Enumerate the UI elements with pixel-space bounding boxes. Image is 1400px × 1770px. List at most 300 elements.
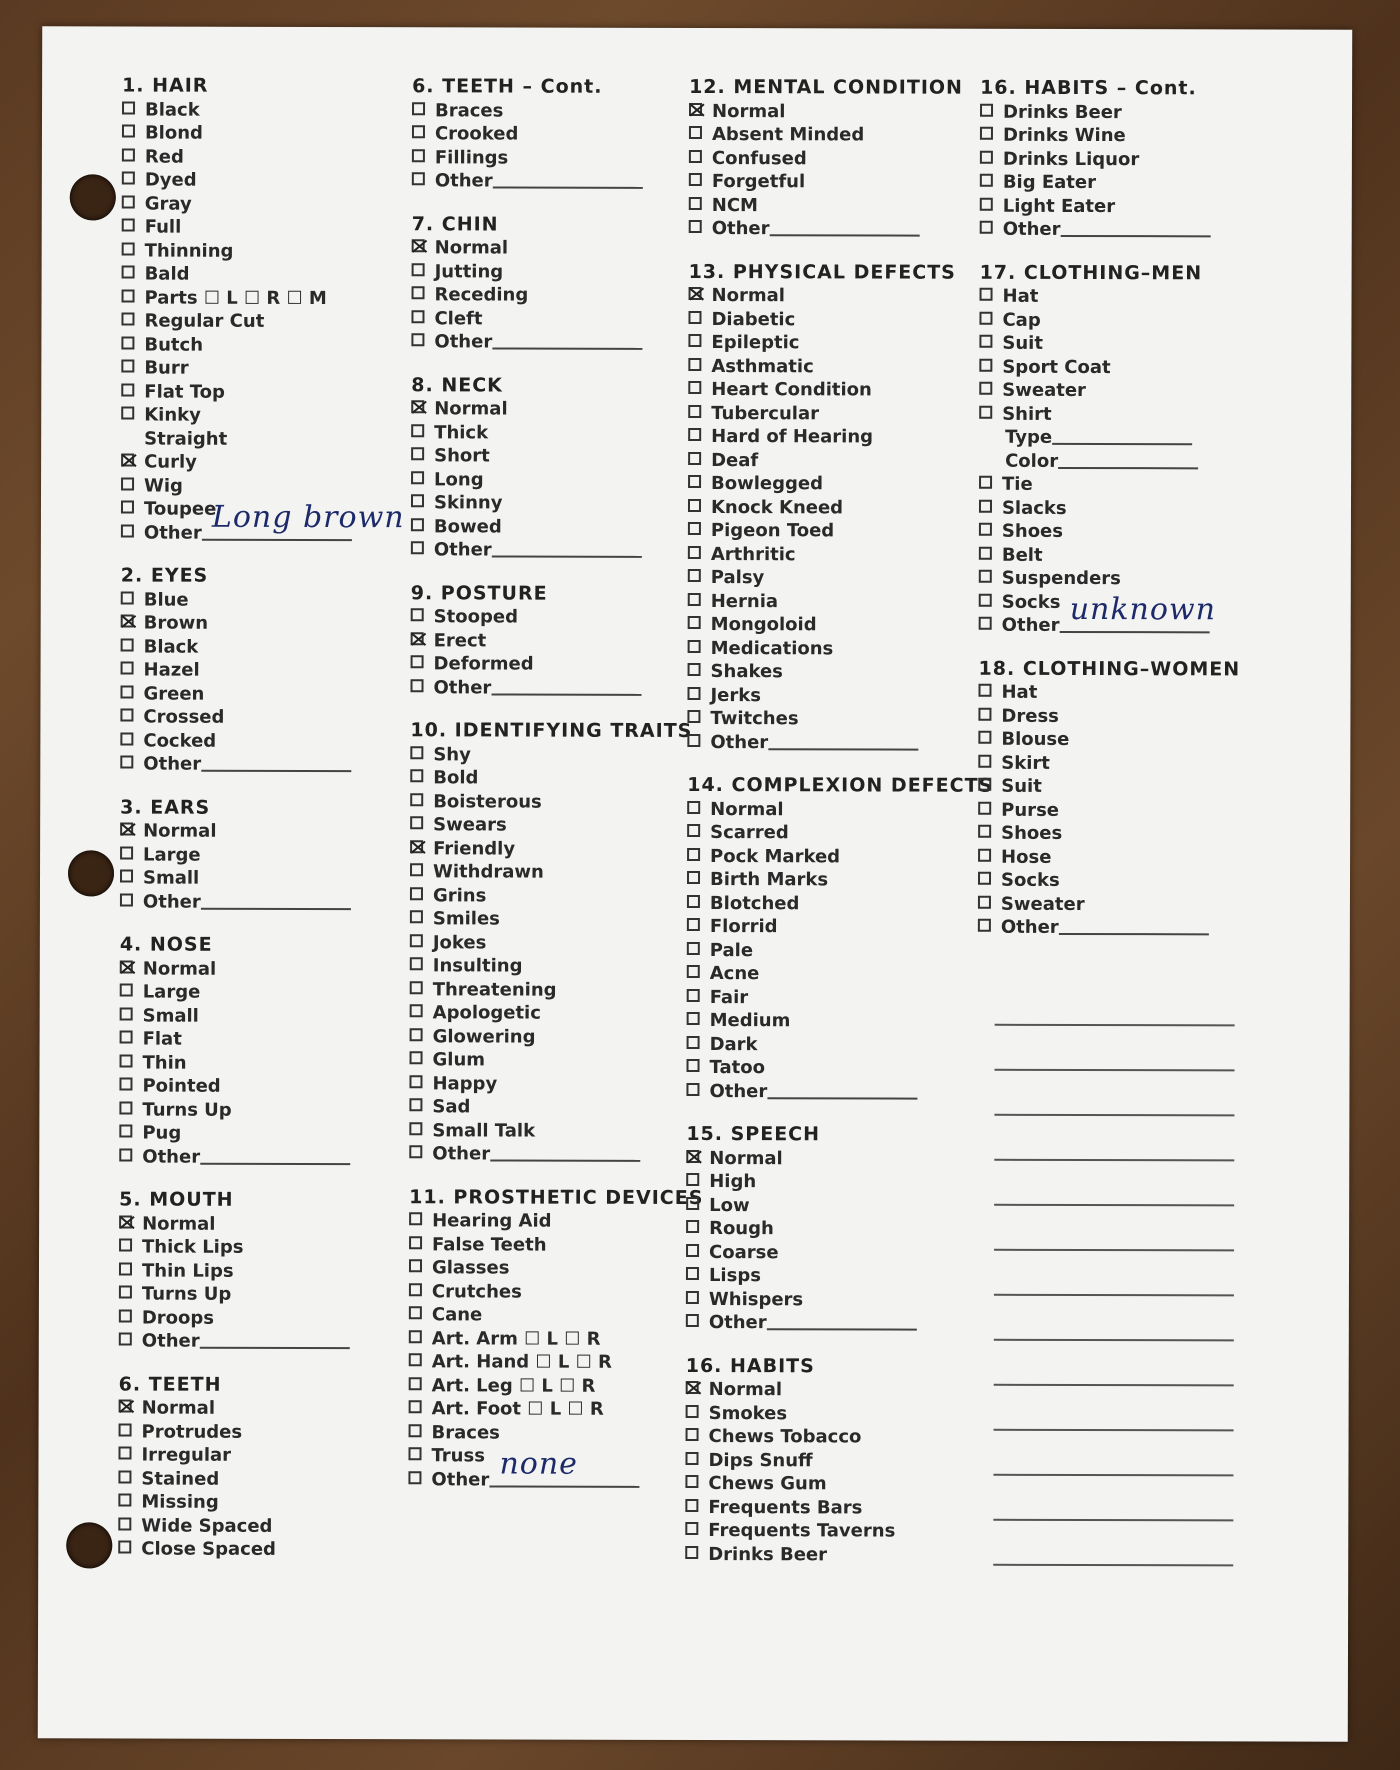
checklist-item-other bbox=[412, 169, 706, 193]
checkbox[interactable] bbox=[980, 103, 993, 116]
write-in-line[interactable] bbox=[492, 347, 642, 349]
checklist-item-scarred bbox=[687, 821, 993, 845]
item-label: Art. Foot ☐ L ☐ R bbox=[431, 1398, 604, 1420]
item-label: Erect bbox=[433, 629, 487, 651]
checkbox[interactable] bbox=[687, 733, 700, 746]
checkbox[interactable] bbox=[688, 381, 701, 394]
checklist-item-insulting bbox=[410, 954, 704, 978]
checklist-item-chews-gum bbox=[685, 1472, 991, 1496]
checkbox[interactable] bbox=[121, 359, 134, 372]
blank-line[interactable] bbox=[993, 1564, 1233, 1567]
checkbox[interactable] bbox=[980, 221, 993, 234]
checkbox[interactable] bbox=[978, 895, 991, 908]
checkbox[interactable] bbox=[119, 1332, 132, 1345]
write-in-line[interactable] bbox=[492, 555, 642, 557]
blank-line[interactable] bbox=[994, 1339, 1234, 1342]
item-label: Irregular bbox=[141, 1444, 232, 1466]
checkbox[interactable] bbox=[411, 310, 424, 323]
checkbox[interactable] bbox=[688, 545, 701, 558]
checkbox[interactable] bbox=[687, 965, 700, 978]
checkbox[interactable] bbox=[118, 1446, 131, 1459]
checkbox[interactable] bbox=[687, 988, 700, 1001]
checkbox[interactable] bbox=[688, 639, 701, 652]
checkbox[interactable] bbox=[409, 1283, 422, 1296]
checkbox[interactable] bbox=[688, 616, 701, 629]
checkbox[interactable] bbox=[979, 382, 992, 395]
checkbox[interactable] bbox=[120, 893, 133, 906]
write-in-line[interactable] bbox=[491, 693, 641, 695]
checkbox[interactable] bbox=[411, 541, 424, 554]
checkbox[interactable] bbox=[120, 755, 133, 768]
checkbox[interactable] bbox=[409, 1400, 422, 1413]
checkbox[interactable] bbox=[978, 778, 991, 791]
checklist-item-glum bbox=[410, 1048, 704, 1072]
item-label: Small bbox=[142, 1005, 199, 1027]
checkbox[interactable] bbox=[409, 1122, 422, 1135]
blank-line[interactable] bbox=[995, 1069, 1235, 1072]
item-label: Regular Cut bbox=[144, 310, 265, 332]
checkbox[interactable] bbox=[689, 173, 702, 186]
checked-checkbox[interactable] bbox=[689, 102, 702, 115]
checkbox[interactable] bbox=[979, 523, 992, 536]
checkbox[interactable] bbox=[121, 406, 134, 419]
checkbox[interactable] bbox=[118, 1540, 131, 1553]
checked-checkbox[interactable] bbox=[412, 239, 425, 252]
section-11-prosthetic-devices bbox=[408, 1186, 703, 1492]
checkbox[interactable] bbox=[689, 196, 702, 209]
checklist-item-deformed bbox=[411, 652, 705, 676]
checked-checkbox[interactable] bbox=[410, 840, 423, 853]
checkbox[interactable] bbox=[412, 125, 425, 138]
checkbox[interactable] bbox=[119, 1262, 132, 1275]
checkbox[interactable] bbox=[688, 428, 701, 441]
checklist-item-color bbox=[979, 449, 1241, 473]
item-label: Hose bbox=[1001, 846, 1052, 868]
checkbox[interactable] bbox=[689, 126, 702, 139]
column-4 bbox=[978, 77, 1242, 960]
checkbox[interactable] bbox=[122, 124, 135, 137]
checkbox[interactable] bbox=[119, 1124, 132, 1137]
checked-checkbox[interactable] bbox=[686, 1149, 699, 1162]
write-in-line[interactable] bbox=[770, 234, 920, 236]
checkbox[interactable] bbox=[687, 800, 700, 813]
item-label: Tie bbox=[1002, 473, 1033, 495]
checkbox[interactable] bbox=[978, 684, 991, 697]
write-in-line[interactable] bbox=[490, 1159, 640, 1161]
checkbox[interactable] bbox=[122, 218, 135, 231]
checklist-item-forgetful bbox=[689, 170, 995, 194]
checkbox[interactable] bbox=[119, 1101, 132, 1114]
checkbox[interactable] bbox=[978, 919, 991, 932]
item-label: Green bbox=[143, 683, 205, 705]
checkbox[interactable] bbox=[408, 1447, 421, 1460]
checked-checkbox[interactable] bbox=[686, 1381, 699, 1394]
checkbox[interactable] bbox=[119, 1148, 132, 1161]
checkbox[interactable] bbox=[121, 336, 134, 349]
checkbox[interactable] bbox=[118, 1517, 131, 1530]
checkbox[interactable] bbox=[121, 383, 134, 396]
checkbox[interactable] bbox=[119, 1423, 132, 1436]
checkbox[interactable] bbox=[121, 661, 134, 674]
checkbox[interactable] bbox=[122, 265, 135, 278]
section-heading: 12. MENTAL CONDITION bbox=[689, 75, 964, 99]
checklist-item-frequents-bars bbox=[685, 1495, 991, 1519]
checkbox[interactable] bbox=[412, 172, 425, 185]
item-label: Thick bbox=[434, 421, 489, 443]
write-in-line[interactable] bbox=[1052, 443, 1192, 445]
checkbox[interactable] bbox=[122, 171, 135, 184]
checked-checkbox[interactable] bbox=[119, 1215, 132, 1228]
checkbox[interactable] bbox=[687, 824, 700, 837]
checkbox[interactable] bbox=[687, 1059, 700, 1072]
checklist-item-black bbox=[121, 635, 352, 659]
checkbox[interactable] bbox=[979, 499, 992, 512]
checked-checkbox[interactable] bbox=[121, 453, 134, 466]
checkbox[interactable] bbox=[412, 149, 425, 162]
checkbox[interactable] bbox=[121, 591, 134, 604]
checkbox[interactable] bbox=[120, 708, 133, 721]
checkbox[interactable] bbox=[119, 1309, 132, 1322]
checkbox[interactable] bbox=[980, 288, 993, 301]
checkbox[interactable] bbox=[979, 546, 992, 559]
checkbox[interactable] bbox=[687, 871, 700, 884]
checkbox[interactable] bbox=[687, 710, 700, 723]
checkbox[interactable] bbox=[121, 312, 134, 325]
checkbox[interactable] bbox=[979, 358, 992, 371]
blank-line[interactable] bbox=[994, 1114, 1234, 1117]
item-label: Shoes bbox=[1001, 822, 1063, 844]
checklist-item-missing bbox=[118, 1490, 349, 1514]
checkbox[interactable] bbox=[409, 1259, 422, 1272]
checkbox[interactable] bbox=[409, 1306, 422, 1319]
checkbox[interactable] bbox=[120, 685, 133, 698]
item-label: Thin Lips bbox=[141, 1260, 234, 1282]
checkbox[interactable] bbox=[688, 357, 701, 370]
blank-line[interactable] bbox=[994, 1429, 1234, 1432]
checkbox[interactable] bbox=[686, 1267, 699, 1280]
checkbox[interactable] bbox=[687, 941, 700, 954]
checkbox[interactable] bbox=[408, 1471, 421, 1484]
item-label: Threatening bbox=[432, 978, 557, 1001]
checkbox[interactable] bbox=[122, 101, 135, 114]
section-7-chin bbox=[411, 213, 706, 355]
checkbox[interactable] bbox=[979, 617, 992, 630]
checkbox[interactable] bbox=[687, 847, 700, 860]
checkbox[interactable] bbox=[410, 1051, 423, 1064]
write-in-line[interactable] bbox=[1059, 631, 1209, 633]
checkbox[interactable] bbox=[980, 197, 993, 210]
checkbox[interactable] bbox=[686, 1428, 699, 1441]
item-label: Absent Minded bbox=[711, 124, 865, 146]
checkbox[interactable] bbox=[412, 102, 425, 115]
write-in-line[interactable] bbox=[200, 1162, 350, 1164]
item-label: Diabetic bbox=[711, 308, 796, 330]
checkbox[interactable] bbox=[410, 934, 423, 947]
checklist-item-sad bbox=[409, 1095, 703, 1119]
item-label: Socks bbox=[1000, 869, 1060, 891]
checkbox[interactable] bbox=[685, 1545, 698, 1558]
checkbox[interactable] bbox=[121, 477, 134, 490]
checkbox[interactable] bbox=[409, 1236, 422, 1249]
checkbox[interactable] bbox=[688, 569, 701, 582]
write-in-line[interactable] bbox=[201, 770, 351, 772]
checklist-item-rough bbox=[686, 1217, 992, 1241]
checkbox[interactable] bbox=[686, 1220, 699, 1233]
checkbox[interactable] bbox=[688, 475, 701, 488]
checklist-item-crooked bbox=[412, 122, 706, 146]
item-label: Hazel bbox=[143, 659, 200, 681]
checkbox[interactable] bbox=[410, 910, 423, 923]
checkbox[interactable] bbox=[122, 148, 135, 161]
checkbox[interactable] bbox=[409, 1075, 422, 1088]
blank-line[interactable] bbox=[994, 1384, 1234, 1387]
checkbox[interactable] bbox=[120, 732, 133, 745]
checkbox[interactable] bbox=[410, 981, 423, 994]
checkbox[interactable] bbox=[686, 1314, 699, 1327]
checkbox[interactable] bbox=[978, 825, 991, 838]
write-in-line[interactable] bbox=[767, 1328, 917, 1330]
item-label: Fillings bbox=[434, 146, 509, 169]
checkbox[interactable] bbox=[120, 1007, 133, 1020]
checkbox[interactable] bbox=[118, 1470, 131, 1483]
checked-checkbox[interactable] bbox=[411, 632, 424, 645]
checkbox[interactable] bbox=[686, 1290, 699, 1303]
blank-line[interactable] bbox=[994, 1294, 1234, 1297]
blank-line[interactable] bbox=[994, 1204, 1234, 1207]
checklist-item-acne bbox=[687, 962, 993, 986]
checkbox[interactable] bbox=[687, 918, 700, 931]
write-in-line[interactable] bbox=[200, 1347, 350, 1349]
checklist-item-normal bbox=[120, 957, 351, 981]
checkbox[interactable] bbox=[410, 769, 423, 782]
checkbox[interactable] bbox=[978, 801, 991, 814]
write-in-line[interactable] bbox=[202, 538, 352, 540]
checkbox[interactable] bbox=[979, 335, 992, 348]
checkbox[interactable] bbox=[409, 1424, 422, 1437]
blank-line[interactable] bbox=[994, 1159, 1234, 1162]
checkbox[interactable] bbox=[411, 447, 424, 460]
write-in-line[interactable] bbox=[1059, 933, 1209, 935]
checkbox[interactable] bbox=[979, 476, 992, 489]
checkbox[interactable] bbox=[411, 333, 424, 346]
checkbox[interactable] bbox=[410, 863, 423, 876]
checkbox[interactable] bbox=[410, 746, 423, 759]
checkbox[interactable] bbox=[687, 894, 700, 907]
checkbox[interactable] bbox=[688, 334, 701, 347]
item-label: Confused bbox=[711, 147, 807, 169]
blank-line[interactable] bbox=[993, 1519, 1233, 1522]
checkbox[interactable] bbox=[411, 424, 424, 437]
checkbox[interactable] bbox=[688, 522, 701, 535]
item-label: Drinks Wine bbox=[1002, 124, 1126, 147]
checkbox[interactable] bbox=[687, 686, 700, 699]
checkbox[interactable] bbox=[409, 1330, 422, 1343]
checkbox[interactable] bbox=[980, 174, 993, 187]
checkbox[interactable] bbox=[689, 220, 702, 233]
checkbox[interactable] bbox=[978, 848, 991, 861]
blank-line[interactable] bbox=[993, 1474, 1233, 1477]
item-label: Stooped bbox=[433, 606, 519, 628]
item-label: Black bbox=[144, 99, 200, 121]
checked-checkbox[interactable] bbox=[120, 960, 133, 973]
checkbox[interactable] bbox=[685, 1498, 698, 1511]
item-label: Drinks Beer bbox=[708, 1543, 828, 1565]
checkbox[interactable] bbox=[122, 242, 135, 255]
checkbox[interactable] bbox=[410, 957, 423, 970]
checkbox[interactable] bbox=[119, 1077, 132, 1090]
checkbox[interactable] bbox=[120, 1054, 133, 1067]
checkbox[interactable] bbox=[121, 500, 134, 513]
checkbox[interactable] bbox=[409, 1145, 422, 1158]
checkbox[interactable] bbox=[685, 1451, 698, 1464]
checkbox[interactable] bbox=[411, 608, 424, 621]
checklist-item-shoes bbox=[978, 822, 1240, 846]
checkbox[interactable] bbox=[118, 1493, 131, 1506]
checklist-item-butch bbox=[121, 333, 352, 357]
item-label: Normal bbox=[710, 798, 784, 820]
checkbox[interactable] bbox=[409, 1353, 422, 1366]
checklist-item-sweater bbox=[978, 892, 1240, 916]
checkbox[interactable] bbox=[686, 1082, 699, 1095]
checkbox[interactable] bbox=[411, 494, 424, 507]
checkbox[interactable] bbox=[979, 405, 992, 418]
checkbox[interactable] bbox=[979, 593, 992, 606]
write-in-line[interactable] bbox=[493, 186, 643, 188]
item-label: Protrudes bbox=[141, 1421, 243, 1443]
checkbox[interactable] bbox=[978, 754, 991, 767]
checkbox[interactable] bbox=[121, 638, 134, 651]
checkbox[interactable] bbox=[119, 1285, 132, 1298]
item-label: Suit bbox=[1002, 332, 1044, 354]
checkbox[interactable] bbox=[409, 1377, 422, 1390]
checkbox[interactable] bbox=[978, 872, 991, 885]
checkbox[interactable] bbox=[980, 150, 993, 163]
item-label: Thin bbox=[142, 1052, 187, 1074]
checklist-item-fillings bbox=[412, 146, 706, 170]
checkbox[interactable] bbox=[689, 149, 702, 162]
checkbox[interactable] bbox=[688, 310, 701, 323]
write-in-line[interactable] bbox=[768, 748, 918, 750]
item-label: Hearing Aid bbox=[432, 1210, 552, 1232]
checkbox[interactable] bbox=[688, 498, 701, 511]
checkbox[interactable] bbox=[685, 1475, 698, 1488]
checkbox[interactable] bbox=[980, 127, 993, 140]
item-label: Black bbox=[143, 636, 199, 658]
item-label: Withdrawn bbox=[433, 861, 544, 883]
checked-checkbox[interactable] bbox=[411, 400, 424, 413]
checkbox[interactable] bbox=[685, 1522, 698, 1535]
checklist-item-tatoo bbox=[686, 1056, 992, 1080]
checkbox[interactable] bbox=[412, 286, 425, 299]
item-label: Glasses bbox=[431, 1257, 510, 1279]
checklist-item-blond bbox=[122, 121, 353, 145]
checked-checkbox[interactable] bbox=[120, 822, 133, 835]
checkbox[interactable] bbox=[410, 1004, 423, 1017]
section-heading: 3. EARS bbox=[120, 795, 211, 819]
checkbox[interactable] bbox=[120, 869, 133, 882]
checkbox[interactable] bbox=[119, 1238, 132, 1251]
checkbox[interactable] bbox=[412, 263, 425, 276]
checklist-item-high bbox=[686, 1170, 992, 1194]
checkbox[interactable] bbox=[687, 1035, 700, 1048]
checkbox[interactable] bbox=[688, 451, 701, 464]
checkbox[interactable] bbox=[688, 663, 701, 676]
checkbox[interactable] bbox=[979, 311, 992, 324]
checklist-item-blotched bbox=[687, 891, 993, 915]
item-label: Missing bbox=[141, 1491, 219, 1513]
checkbox[interactable] bbox=[409, 1098, 422, 1111]
checkbox[interactable] bbox=[122, 289, 135, 302]
item-label: Grins bbox=[432, 884, 487, 906]
checkbox[interactable] bbox=[410, 887, 423, 900]
write-in-line[interactable] bbox=[1061, 235, 1211, 237]
checked-checkbox[interactable] bbox=[121, 614, 134, 627]
checklist-item-hazel bbox=[121, 658, 352, 682]
checklist-item-normal bbox=[686, 1146, 992, 1170]
checked-checkbox[interactable] bbox=[689, 287, 702, 300]
write-in-line[interactable] bbox=[767, 1097, 917, 1099]
checklist-item-dips-snuff bbox=[685, 1448, 991, 1472]
checkbox[interactable] bbox=[411, 655, 424, 668]
checkbox[interactable] bbox=[411, 471, 424, 484]
checklist-item-large bbox=[120, 843, 351, 867]
item-label: Bald bbox=[144, 263, 190, 285]
checkbox[interactable] bbox=[686, 1196, 699, 1209]
checklist-item-apologetic bbox=[410, 1001, 704, 1025]
item-label: Low bbox=[709, 1194, 750, 1216]
checked-checkbox[interactable] bbox=[119, 1399, 132, 1412]
section-heading: 8. NECK bbox=[411, 373, 503, 396]
checkbox[interactable] bbox=[688, 592, 701, 605]
item-label: Cleft bbox=[434, 307, 483, 329]
checkbox[interactable] bbox=[120, 1030, 133, 1043]
blank-line[interactable] bbox=[994, 1249, 1234, 1252]
checklist-item-belt bbox=[979, 543, 1241, 567]
checkbox[interactable] bbox=[410, 816, 423, 829]
item-label: Drinks Liquor bbox=[1002, 148, 1140, 170]
checklist-item-hearing-aid bbox=[409, 1209, 703, 1233]
checkbox[interactable] bbox=[686, 1404, 699, 1417]
checkbox[interactable] bbox=[978, 707, 991, 720]
binder-hole bbox=[68, 850, 114, 896]
checkbox[interactable] bbox=[979, 570, 992, 583]
checkbox[interactable] bbox=[688, 404, 701, 417]
checkbox[interactable] bbox=[121, 524, 134, 537]
checkbox[interactable] bbox=[120, 846, 133, 859]
checkbox[interactable] bbox=[410, 793, 423, 806]
item-label: Normal bbox=[143, 820, 217, 842]
checkbox[interactable] bbox=[411, 679, 424, 692]
checkbox[interactable] bbox=[978, 731, 991, 744]
checkbox[interactable] bbox=[120, 983, 133, 996]
write-in-line[interactable] bbox=[1058, 466, 1198, 468]
checkbox[interactable] bbox=[411, 518, 424, 531]
write-in-line[interactable] bbox=[201, 907, 351, 909]
item-label: Other bbox=[142, 1146, 201, 1168]
blank-line[interactable] bbox=[995, 1024, 1235, 1027]
checkbox[interactable] bbox=[410, 1028, 423, 1041]
checkbox[interactable] bbox=[687, 1012, 700, 1025]
checkbox[interactable] bbox=[122, 195, 135, 208]
checklist-item-other bbox=[686, 1079, 992, 1103]
checkbox[interactable] bbox=[686, 1173, 699, 1186]
checklist-item-braces bbox=[409, 1421, 703, 1445]
checkbox[interactable] bbox=[409, 1212, 422, 1225]
item-label: Jutting bbox=[434, 260, 504, 282]
write-in-line[interactable] bbox=[489, 1485, 639, 1487]
checkbox[interactable] bbox=[686, 1243, 699, 1256]
item-label: Bowlegged bbox=[711, 473, 824, 495]
